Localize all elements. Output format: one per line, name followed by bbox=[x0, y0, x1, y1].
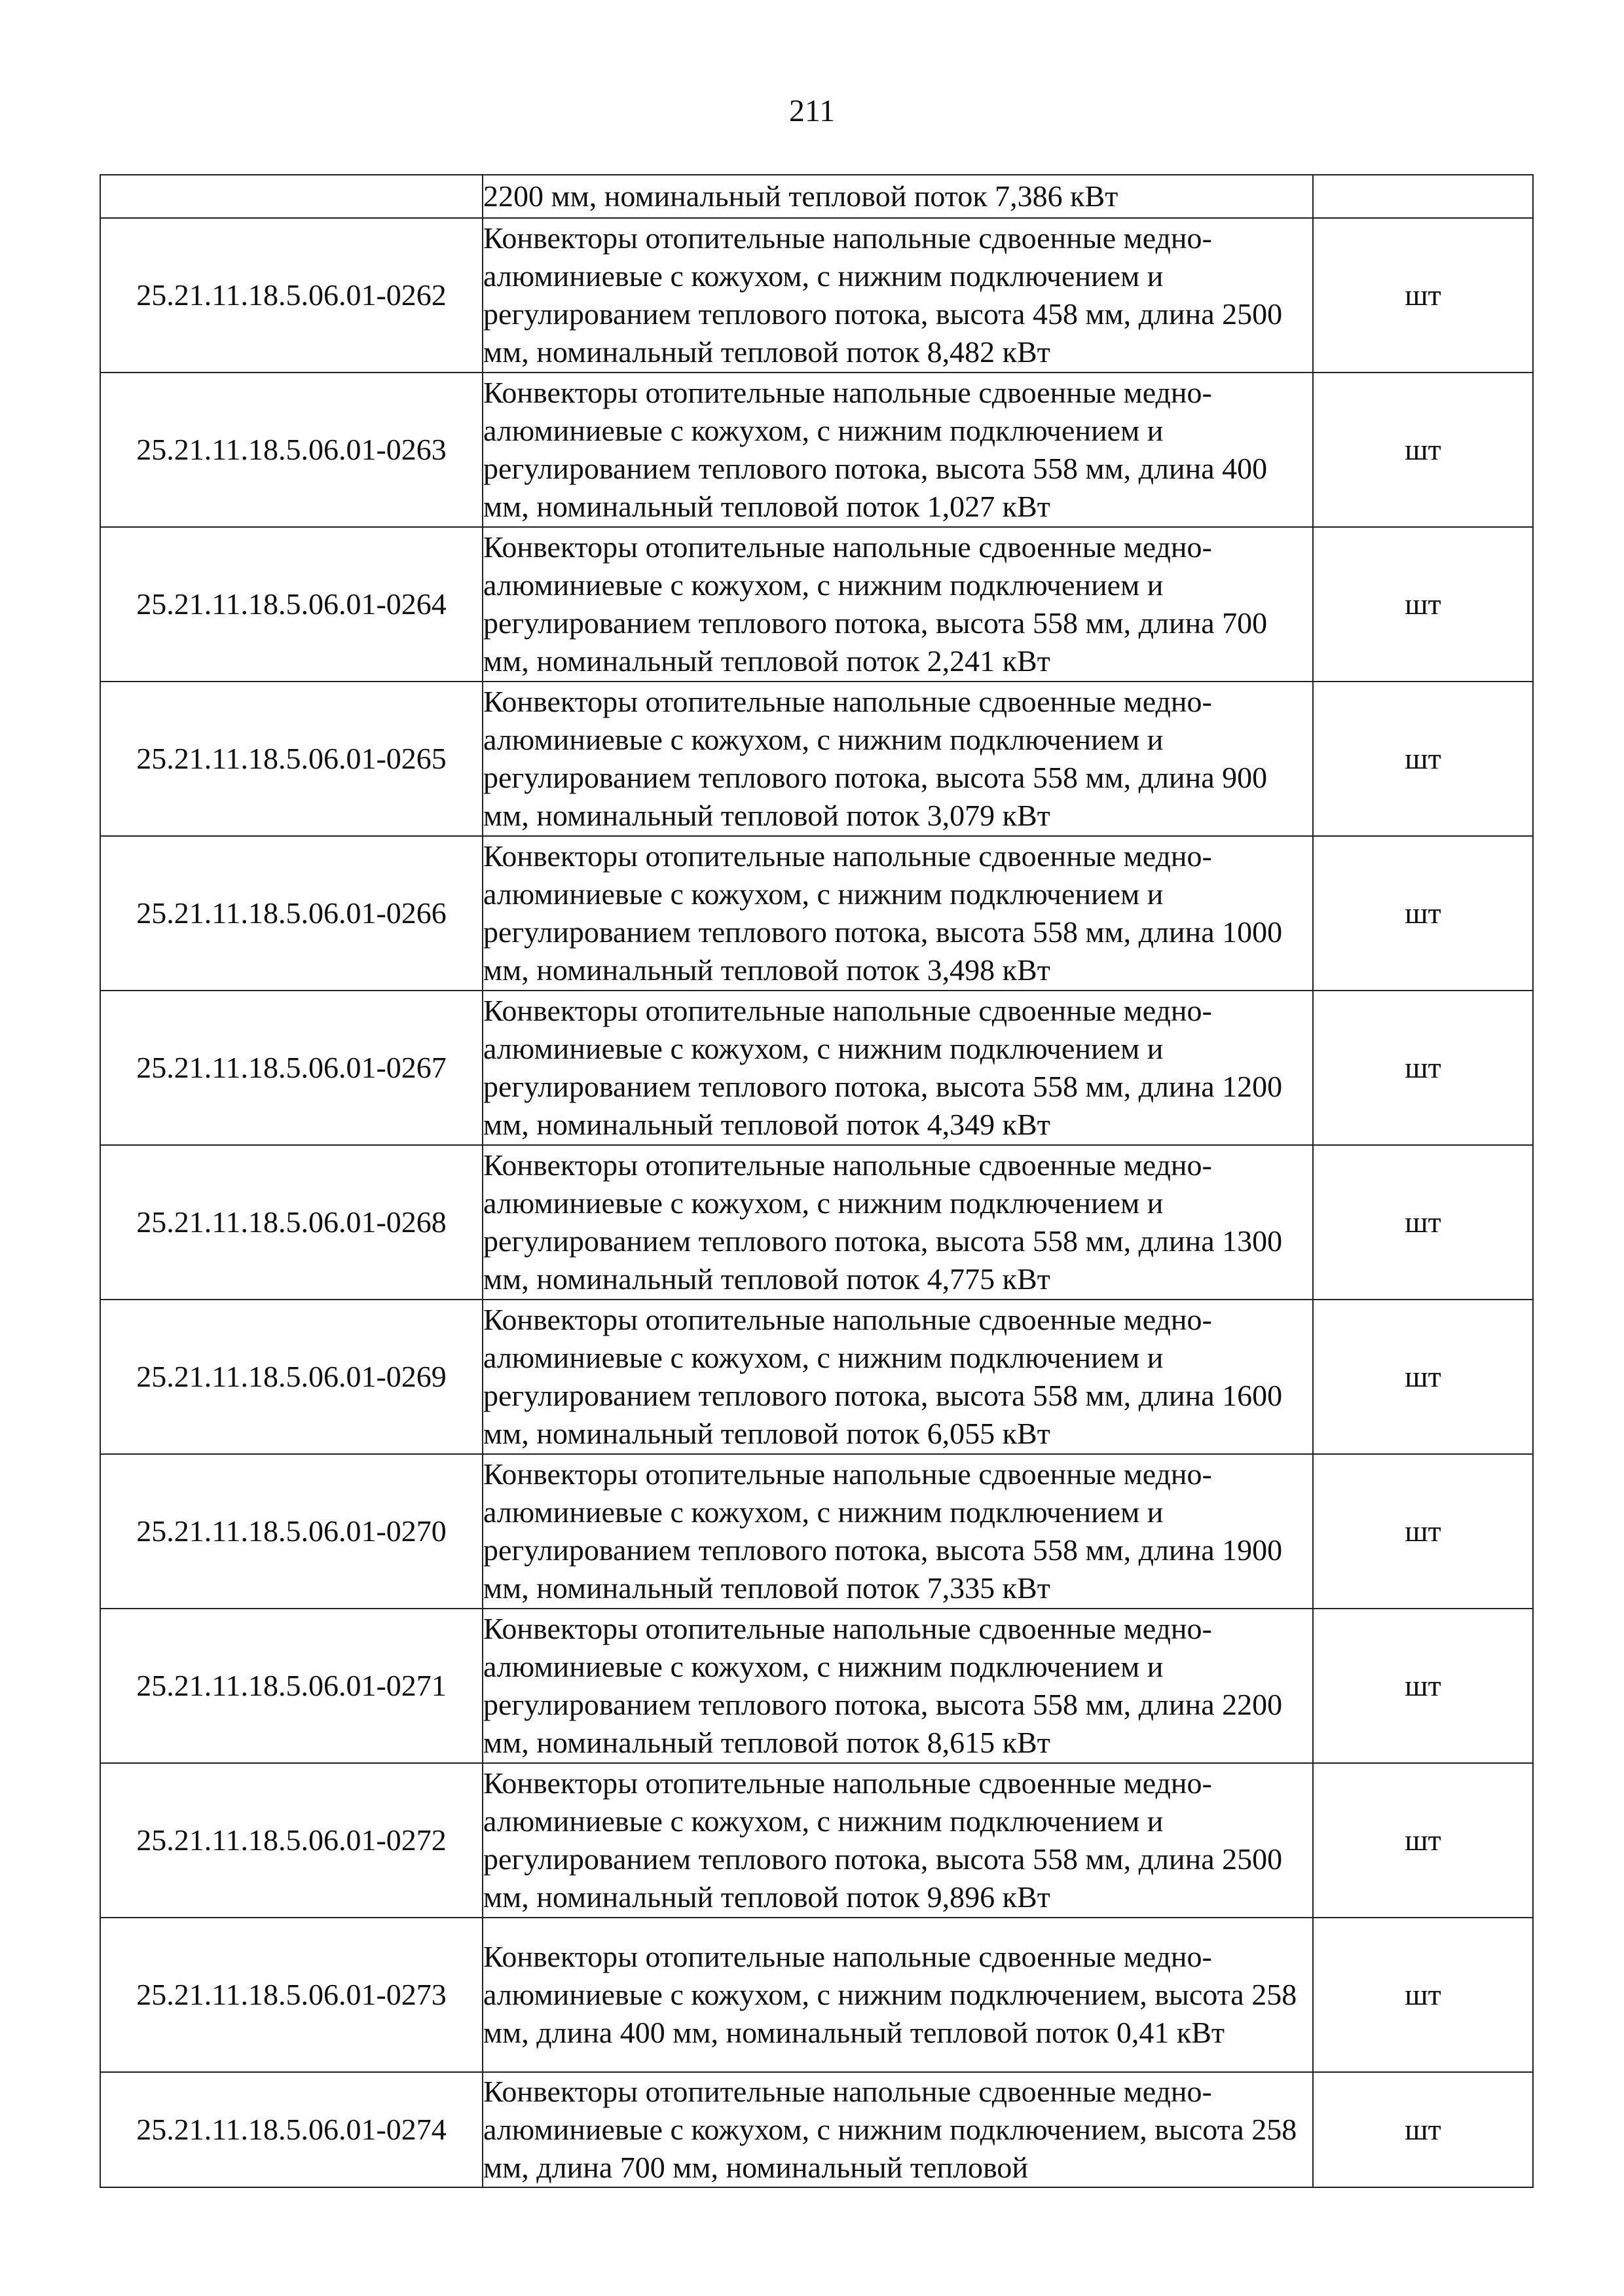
table-row bbox=[100, 175, 1533, 218]
code-cell: 25.21.11.18.5.06.01-0263 bbox=[100, 373, 483, 527]
code-cell: 25.21.11.18.5.06.01-0272 bbox=[100, 1763, 483, 1918]
page-number: 211 bbox=[788, 94, 836, 128]
code-cell bbox=[100, 175, 483, 218]
code-cell: 25.21.11.18.5.06.01-0262 bbox=[100, 218, 483, 373]
table-row bbox=[100, 527, 1533, 682]
unit-cell: шт bbox=[1313, 991, 1533, 1145]
code-cell: 25.21.11.18.5.06.01-0273 bbox=[100, 1918, 483, 2072]
description-cell: Конвекторы отопительные напольные сдвоенные медно-алюминиевые с кожухом, с нижним подключением и регулированием теплового потока, высота 558 мм, длина 700 мм, номинальный тепловой поток 2,241 кВт bbox=[483, 527, 1313, 682]
code-cell: 25.21.11.18.5.06.01-0265 bbox=[100, 682, 483, 836]
table-row bbox=[100, 1454, 1533, 1609]
description-cell: Конвекторы отопительные напольные сдвоенные медно-алюминиевые с кожухом, с нижним подключением и регулированием теплового потока, высота 558 мм, длина 2500 мм, номинальный тепловой поток 9,896 кВт bbox=[483, 1763, 1313, 1918]
description-cell: Конвекторы отопительные напольные сдвоенные медно-алюминиевые с кожухом, с нижним подключением и регулированием теплового потока, высота 558 мм, длина 1600 мм, номинальный тепловой поток 6,055 кВт bbox=[483, 1300, 1313, 1454]
unit-cell: шт bbox=[1313, 1300, 1533, 1454]
unit-cell: шт bbox=[1313, 1918, 1533, 2072]
description-cell: Конвекторы отопительные напольные сдвоенные медно-алюминиевые с кожухом, с нижним подключением и регулированием теплового потока, высота 558 мм, длина 2200 мм, номинальный тепловой поток 8,615 кВт bbox=[483, 1609, 1313, 1763]
code-cell: 25.21.11.18.5.06.01-0274 bbox=[100, 2072, 483, 2187]
table-row bbox=[100, 218, 1533, 373]
table-row bbox=[100, 373, 1533, 527]
unit-cell: шт bbox=[1313, 373, 1533, 527]
unit-cell: шт bbox=[1313, 1763, 1533, 1918]
unit-cell bbox=[1313, 175, 1533, 218]
unit-cell: шт bbox=[1313, 682, 1533, 836]
description-cell: Конвекторы отопительные напольные сдвоенные медно-алюминиевые с кожухом, с нижним подключением, высота 258 мм, длина 700 мм, номинальный тепловой bbox=[483, 2072, 1313, 2187]
table-row bbox=[100, 1609, 1533, 1763]
table-row bbox=[100, 836, 1533, 991]
unit-cell: шт bbox=[1313, 1609, 1533, 1763]
code-cell: 25.21.11.18.5.06.01-0267 bbox=[100, 991, 483, 1145]
code-cell: 25.21.11.18.5.06.01-0264 bbox=[100, 527, 483, 682]
unit-cell: шт bbox=[1313, 2072, 1533, 2187]
unit-cell: шт bbox=[1313, 1145, 1533, 1300]
table-row bbox=[100, 1918, 1533, 2072]
description-cell: Конвекторы отопительные напольные сдвоенные медно-алюминиевые с кожухом, с нижним подключением и регулированием теплового потока, высота 558 мм, длина 1300 мм, номинальный тепловой поток 4,775 кВт bbox=[483, 1145, 1313, 1300]
code-cell: 25.21.11.18.5.06.01-0270 bbox=[100, 1454, 483, 1609]
description-cell: Конвекторы отопительные напольные сдвоенные медно-алюминиевые с кожухом, с нижним подключением и регулированием теплового потока, высота 558 мм, длина 900 мм, номинальный тепловой поток 3,079 кВт bbox=[483, 682, 1313, 836]
description-cell: Конвекторы отопительные напольные сдвоенные медно-алюминиевые с кожухом, с нижним подключением и регулированием теплового потока, высота 558 мм, длина 400 мм, номинальный тепловой поток 1,027 кВт bbox=[483, 373, 1313, 527]
unit-cell: шт bbox=[1313, 1454, 1533, 1609]
description-cell: Конвекторы отопительные напольные сдвоенные медно-алюминиевые с кожухом, с нижним подключением и регулированием теплового потока, высота 558 мм, длина 1200 мм, номинальный тепловой поток 4,349 кВт bbox=[483, 991, 1313, 1145]
table-row bbox=[100, 2072, 1533, 2187]
table-row bbox=[100, 991, 1533, 1145]
code-cell: 25.21.11.18.5.06.01-0271 bbox=[100, 1609, 483, 1763]
code-cell: 25.21.11.18.5.06.01-0266 bbox=[100, 836, 483, 991]
unit-cell: шт bbox=[1313, 218, 1533, 373]
description-cell: Конвекторы отопительные напольные сдвоенные медно-алюминиевые с кожухом, с нижним подключением, высота 258 мм, длина 400 мм, номинальный тепловой поток 0,41 кВт bbox=[483, 1918, 1313, 2072]
table-row bbox=[100, 1145, 1533, 1300]
table-row bbox=[100, 682, 1533, 836]
table-row bbox=[100, 1763, 1533, 1918]
unit-cell: шт bbox=[1313, 836, 1533, 991]
description-cell: Конвекторы отопительные напольные сдвоенные медно-алюминиевые с кожухом, с нижним подключением и регулированием теплового потока, высота 458 мм, длина 2500 мм, номинальный тепловой поток 8,482 кВт bbox=[483, 218, 1313, 373]
code-cell: 25.21.11.18.5.06.01-0269 bbox=[100, 1300, 483, 1454]
unit-cell: шт bbox=[1313, 527, 1533, 682]
description-cell: Конвекторы отопительные напольные сдвоенные медно-алюминиевые с кожухом, с нижним подключением и регулированием теплового потока, высота 558 мм, длина 1000 мм, номинальный тепловой поток 3,498 кВт bbox=[483, 836, 1313, 991]
code-cell: 25.21.11.18.5.06.01-0268 bbox=[100, 1145, 483, 1300]
description-cell: 2200 мм, номинальный тепловой поток 7,386 кВт bbox=[483, 175, 1313, 218]
table-row bbox=[100, 1300, 1533, 1454]
resource-table bbox=[100, 174, 1534, 2188]
description-cell: Конвекторы отопительные напольные сдвоенные медно-алюминиевые с кожухом, с нижним подключением и регулированием теплового потока, высота 558 мм, длина 1900 мм, номинальный тепловой поток 7,335 кВт bbox=[483, 1454, 1313, 1609]
